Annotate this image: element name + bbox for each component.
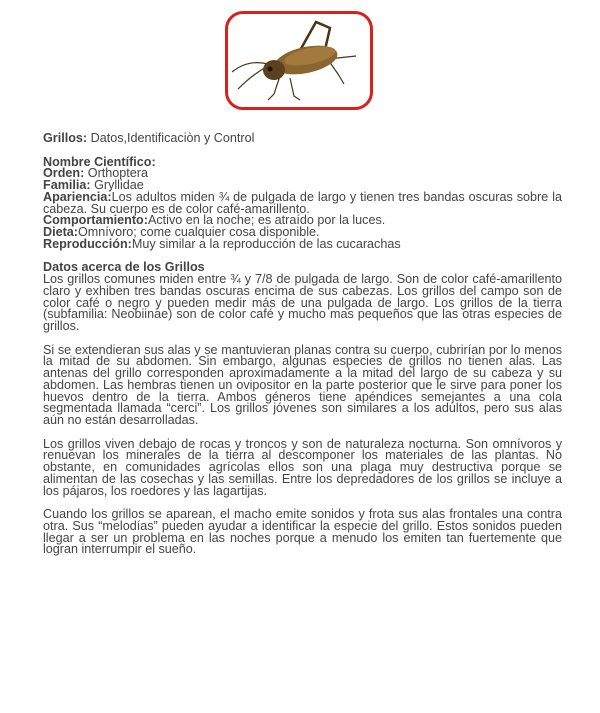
facts-heading: Nombre Científico: <box>43 154 156 169</box>
fact-label: Reproducción: <box>43 236 132 251</box>
about-paragraph-1 <box>43 262 562 333</box>
fact-text: Los adultos miden ¾ de pulgada de largo y tienen tres bandas oscuras sobre la cabeza. Su cuerpo es de color café-amarillento. <box>43 189 562 216</box>
article <box>43 133 562 568</box>
fact-text: Muy similar a la reproducción de las cucarachas <box>131 236 401 251</box>
about-paragraph-4: Cuando los grillos se aparean, el macho emite sonidos y frota sus alas frontales una contra otra. Sus “melodías” pueden ayudar a identificar la especie del grillo. Estos sonidos pueden llegar a ser un problema en las noches porque a menudo los emiten tan fuertemente que logran interrumpir el sueño. <box>43 507 562 557</box>
cricket-illustration <box>228 14 370 107</box>
fact-label: Apariencia: <box>43 189 112 204</box>
about-heading: Datos acerca de los Grillos <box>43 260 205 275</box>
fact-label: Orden: <box>43 166 85 181</box>
document-title <box>43 133 562 145</box>
title-label: Grillos: <box>43 131 88 145</box>
fact-label: Comportamiento: <box>43 213 148 228</box>
fact-reproduccion <box>43 236 562 251</box>
fact-apariencia <box>43 189 562 216</box>
about-paragraph-2: Si se extendieran sus alas y se mantuvieran planas contra su cuerpo, cubrirían por lo menos la mitad de su abdomen. Sin embargo, algunas especies de grillos no tienen alas. Las antenas del grillo corresponden aproximadamente a la mitad del largo de su cabeza y su abdomen. Las hembras tienen un ovipositor en la parte posterior que le sirve para poner los huevos dentro de la tierra. Ambos géneros tiene apéndices semejantes a una cola segmentada llamada “cerci”. Los grillos jóvenes son similares a los adultos, pero sus alas aún no están desarrolladas. <box>43 342 562 427</box>
fact-text: Omnívoro; come cualquier cosa disponible. <box>78 225 320 239</box>
fact-text: Gryllidae <box>90 178 144 192</box>
title-text: Datos,Identificaciòn y Control <box>87 131 255 145</box>
fact-label: Familia: <box>43 178 91 192</box>
fact-label: Dieta: <box>43 225 78 239</box>
facts-section <box>43 154 562 251</box>
paragraph-text: Los grillos comunes miden entre ¾ y 7/8 de pulgada de largo. Son de color café-amarillento claro y exhiben tres bandas oscuras encima de sus cabezas. Los grillos del campo son de color café o negro y pueden medir más de una pulgada de largo. Los grillos de la tierra (subfamilia: Neobiinae) son de color café y mucho mas pequeños que las otras especies de grillos. <box>43 272 562 333</box>
cricket-photo <box>225 11 373 110</box>
about-paragraph-3: Los grillos viven debajo de rocas y troncos y son de naturaleza nocturna. Son omnívoros y renuevan los minerales de la tierra al descomponer los materiales de las plantas. No obstante, en comunidades agrícolas ellos son una plaga muy destructiva porque se alimentan de las cosechas y las semillas. Entre los depredadores de los grillos se incluye a los pájaros, los roedores y las lagartijas. <box>43 436 562 498</box>
fact-text: Orthoptera <box>84 166 148 181</box>
fact-text: Activo en la noche; es atraído por la luces. <box>147 213 386 228</box>
